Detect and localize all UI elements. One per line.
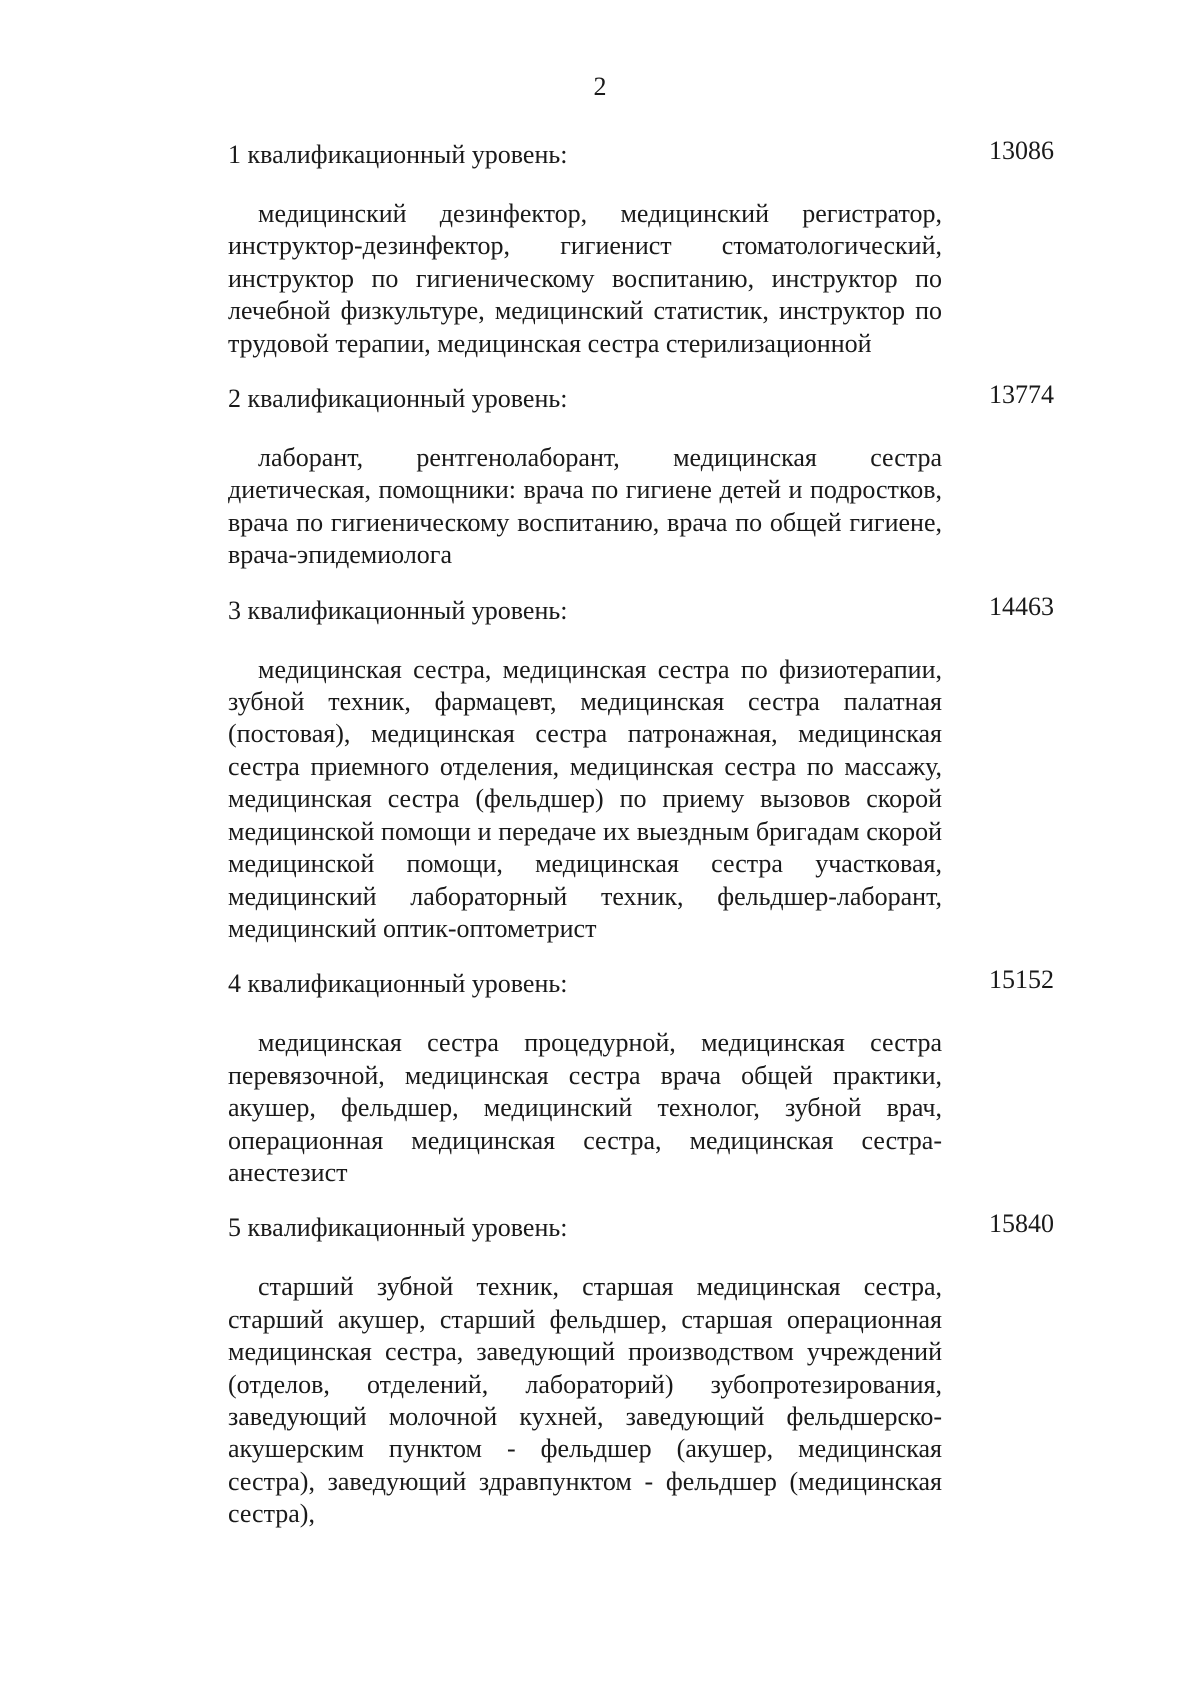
level-description: старший зубной техник, старшая медицинская сестра, старший акушер, старший фельдшер, старшая операционная медицинская сестра, заведующий производством учреждений (отделов, отделений, лабораторий) зубопротезирования, заведующий молочной кухней, заведующий фельдшерско-акушерским пунктом - фельдшер (акушер, медицинская сестра), заведующий здравпунктом - фельдшер (медицинская сестра), (228, 1272, 942, 1529)
level-header (228, 1211, 1054, 1245)
qualification-level-3 (228, 591, 1054, 946)
level-description: медицинская сестра процедурной, медицинская сестра перевязочной, медицинская сестра врача общей практики, акушер, фельдшер, медицинский технолог, зубной врач, операционная медицинская сестра, медицинская сестра-анестезист (228, 1028, 942, 1187)
level-amount: 13086 (989, 136, 1054, 165)
qualification-levels (228, 138, 1054, 1531)
page-number: 2 (593, 72, 607, 101)
qualification-level-5 (228, 1211, 1054, 1530)
level-amount: 14463 (989, 591, 1054, 621)
level-description: медицинская сестра, медицинская сестра по физиотерапии, зубной техник, фармацевт, медицинская сестра палатная (постовая), медицинская сестра патронажная, медицинская сестра приемного отделения, медицинская сестра по массажу, медицинская сестра (фельдшер) по приему вызовов скорой медицинской помощи и передаче их выездным бригадам скорой медицинской помощи, медицинская сестра участковая, медицинский лабораторный техник, фельдшер-лаборант, медицинский оптик-оптометрист (228, 654, 942, 943)
level-title: 3 квалификационный уровень: (228, 595, 568, 625)
level-amount: 13774 (989, 380, 1054, 410)
level-header (228, 967, 1054, 1001)
level-description: лаборант, рентгенолаборант, медицинская сестра диетическая, помощники: врача по гигиене детей и подростков, врача по гигиеническому воспитанию, врача по общей гигиене, врача-эпидемиолога (228, 443, 942, 570)
level-title: 5 квалификационный уровень: (228, 1213, 568, 1243)
level-title: 2 квалификационный уровень: (228, 384, 568, 414)
qualification-level-1 (228, 138, 1054, 360)
qualification-level-2 (228, 382, 1054, 572)
level-header (228, 138, 1054, 172)
level-header (228, 591, 1054, 628)
level-description: медицинский дезинфектор, медицинский регистратор, инструктор-дезинфектор, гигиенист стоматологический, инструктор по гигиеническому воспитанию, инструктор по лечебной физкультуре, медицинский статистик, инструктор по трудовой терапии, медицинская сестра стерилизационной (228, 199, 942, 358)
level-title: 1 квалификационный уровень: (228, 140, 568, 169)
qualification-level-4 (228, 967, 1054, 1189)
level-amount: 15152 (989, 965, 1054, 995)
level-title: 4 квалификационный уровень: (228, 969, 568, 999)
level-header (228, 382, 1054, 416)
level-amount: 15840 (989, 1209, 1054, 1239)
